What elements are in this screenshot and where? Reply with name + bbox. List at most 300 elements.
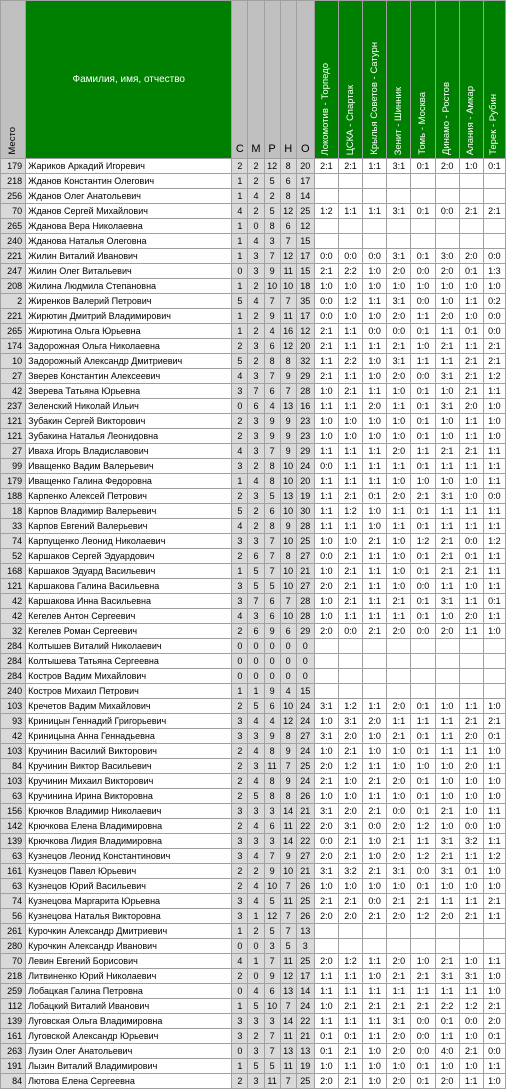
stat-cell: 8 xyxy=(280,729,296,744)
prediction-cell xyxy=(483,669,505,684)
prediction-cell: 1:0 xyxy=(387,429,411,444)
name-cell: Криницын Геннадий Григорьевич xyxy=(26,714,232,729)
name-cell: Карпов Евгений Валерьевич xyxy=(26,519,232,534)
name-cell: Зубакина Наталья Леонидовна xyxy=(26,429,232,444)
name-cell: Лобацкий Виталий Иванович xyxy=(26,999,232,1014)
stat-cell: 3 xyxy=(248,489,264,504)
stat-cell: 5 xyxy=(264,204,280,219)
prediction-cell: 1:1 xyxy=(338,609,362,624)
prediction-cell: 1:1 xyxy=(338,399,362,414)
prediction-cell: 1:1 xyxy=(459,504,483,519)
prediction-cell xyxy=(435,189,459,204)
place-cell: 10 xyxy=(1,354,26,369)
stat-cell: 9 xyxy=(280,444,296,459)
prediction-cell: 1:1 xyxy=(363,699,387,714)
stat-cell: 0 xyxy=(248,969,264,984)
prediction-cell: 1:2 xyxy=(338,504,362,519)
prediction-cell: 1:1 xyxy=(411,309,435,324)
stat-cell: 4 xyxy=(248,744,264,759)
stat-cell: 15 xyxy=(296,684,314,699)
name-cell: Литвиненко Юрий Николаевич xyxy=(26,969,232,984)
place-cell: 280 xyxy=(1,939,26,954)
stat-cell: 10 xyxy=(264,879,280,894)
prediction-cell: 1:1 xyxy=(314,354,338,369)
place-cell: 142 xyxy=(1,819,26,834)
prediction-cell: 0:0 xyxy=(411,294,435,309)
stat-cell: 3 xyxy=(232,459,248,474)
place-cell: 63 xyxy=(1,789,26,804)
stat-cell: 3 xyxy=(232,804,248,819)
prediction-cell: 1:0 xyxy=(459,159,483,174)
stat-cell: 30 xyxy=(296,504,314,519)
stat-cell: 17 xyxy=(296,249,314,264)
prediction-cell: 0:1 xyxy=(483,1029,505,1044)
prediction-cell: 3:1 xyxy=(435,969,459,984)
stat-cell: 10 xyxy=(280,699,296,714)
stat-cell: 27 xyxy=(296,849,314,864)
stat-cell: 3 xyxy=(232,729,248,744)
prediction-cell: 1:0 xyxy=(435,1059,459,1074)
prediction-cell: 1:1 xyxy=(387,609,411,624)
stat-cell: 3 xyxy=(232,909,248,924)
prediction-cell: 0:0 xyxy=(411,1044,435,1059)
prediction-cell: 1:1 xyxy=(483,579,505,594)
name-cell: Иващенко Вадим Валерьевич xyxy=(26,459,232,474)
prediction-cell: 1:1 xyxy=(483,609,505,624)
prediction-cell: 1:0 xyxy=(435,879,459,894)
stat-cell: 7 xyxy=(264,954,280,969)
name-cell: Иващенко Галина Федоровна xyxy=(26,474,232,489)
prediction-cell: 1:1 xyxy=(411,354,435,369)
stat-cell: 10 xyxy=(280,504,296,519)
prediction-cell xyxy=(411,939,435,954)
stat-cell: 7 xyxy=(280,234,296,249)
stat-cell: 3 xyxy=(232,1014,248,1029)
prediction-cell: 1:0 xyxy=(387,414,411,429)
prediction-cell: 1:1 xyxy=(483,909,505,924)
stat-cell: 4 xyxy=(248,474,264,489)
prediction-cell: 0:0 xyxy=(411,624,435,639)
stat-cell: 4 xyxy=(248,714,264,729)
stat-cell: 3 xyxy=(232,534,248,549)
name-cell: Кручинин Василий Викторович xyxy=(26,744,232,759)
stat-cell: 12 xyxy=(296,324,314,339)
stat-cell: 6 xyxy=(264,609,280,624)
prediction-cell: 1:0 xyxy=(411,339,435,354)
name-cell: Карпущенко Леонид Николаевич xyxy=(26,534,232,549)
prediction-cell xyxy=(411,234,435,249)
prediction-cell xyxy=(459,684,483,699)
prediction-cell xyxy=(363,684,387,699)
table-row xyxy=(1,1014,506,1029)
prediction-cell: 1:1 xyxy=(363,759,387,774)
prediction-cell: 1:1 xyxy=(483,504,505,519)
name-cell: Жилин Олег Витальевич xyxy=(26,264,232,279)
stat-cell: 8 xyxy=(264,519,280,534)
prediction-cell xyxy=(363,669,387,684)
prediction-cell xyxy=(435,939,459,954)
prediction-cell: 0:1 xyxy=(411,609,435,624)
prediction-cell: 1:0 xyxy=(314,414,338,429)
prediction-cell: 1:1 xyxy=(435,354,459,369)
stat-cell: 4 xyxy=(232,204,248,219)
prediction-cell: 1:0 xyxy=(387,879,411,894)
stat-cell: 15 xyxy=(296,264,314,279)
stat-cell: 7 xyxy=(280,294,296,309)
prediction-cell: 1:0 xyxy=(338,534,362,549)
stat-cell: 20 xyxy=(296,339,314,354)
prediction-cell: 2:0 xyxy=(387,699,411,714)
place-cell: 265 xyxy=(1,324,26,339)
table-row xyxy=(1,1059,506,1074)
stat-cell: 9 xyxy=(280,519,296,534)
place-cell: 103 xyxy=(1,744,26,759)
prediction-cell: 2:1 xyxy=(483,204,505,219)
prediction-cell: 1:1 xyxy=(435,729,459,744)
stat-cell: 28 xyxy=(296,384,314,399)
stat-cell: 25 xyxy=(296,1074,314,1089)
prediction-cell: 1:1 xyxy=(363,459,387,474)
prediction-cell: 1:0 xyxy=(363,279,387,294)
prediction-cell: 2:0 xyxy=(314,819,338,834)
prediction-cell: 1:0 xyxy=(435,384,459,399)
stat-cell: 9 xyxy=(264,264,280,279)
stat-cell: 3 xyxy=(248,444,264,459)
prediction-cell: 1:0 xyxy=(411,759,435,774)
prediction-cell: 1:0 xyxy=(314,744,338,759)
prediction-cell: 1:2 xyxy=(338,294,362,309)
place-cell: 284 xyxy=(1,669,26,684)
prediction-cell xyxy=(314,234,338,249)
prediction-cell: 0:1 xyxy=(411,159,435,174)
stat-cell: 1 xyxy=(232,564,248,579)
stat-cell: 9 xyxy=(280,429,296,444)
place-cell: 188 xyxy=(1,489,26,504)
prediction-cell xyxy=(459,669,483,684)
name-cell: Криницына Анна Геннадьевна xyxy=(26,729,232,744)
prediction-cell: 1:0 xyxy=(338,429,362,444)
prediction-cell: 1:1 xyxy=(435,714,459,729)
name-cell: Жданов Сергей Михайлович xyxy=(26,204,232,219)
prediction-cell: 1:0 xyxy=(363,1044,387,1059)
prediction-cell: 0:1 xyxy=(483,729,505,744)
stat-cell: 5 xyxy=(232,504,248,519)
table-row xyxy=(1,594,506,609)
stat-cell: 2 xyxy=(248,459,264,474)
prediction-cell: 3:1 xyxy=(314,864,338,879)
prediction-cell: 1:1 xyxy=(435,894,459,909)
prediction-cell: 2:1 xyxy=(314,339,338,354)
prediction-cell: 0:1 xyxy=(411,1074,435,1089)
prediction-cell: 2:1 xyxy=(338,549,362,564)
stat-cell: 1 xyxy=(232,189,248,204)
prediction-cell: 0:0 xyxy=(363,819,387,834)
place-cell: 237 xyxy=(1,399,26,414)
prediction-cell: 3:1 xyxy=(435,489,459,504)
table-row xyxy=(1,729,506,744)
stat-cell: 2 xyxy=(232,429,248,444)
place-cell: 256 xyxy=(1,189,26,204)
prediction-cell: 0:1 xyxy=(411,414,435,429)
prediction-cell: 2:1 xyxy=(363,774,387,789)
prediction-cell: 2:0 xyxy=(314,759,338,774)
stat-cell: 11 xyxy=(280,309,296,324)
prediction-cell: 3:1 xyxy=(387,204,411,219)
prediction-cell: 1:1 xyxy=(314,1014,338,1029)
stat-cell: 3 xyxy=(232,384,248,399)
stat-cell: 7 xyxy=(280,1074,296,1089)
stat-cell: 8 xyxy=(264,354,280,369)
table-row xyxy=(1,549,506,564)
column-header-match xyxy=(387,1,411,159)
prediction-cell: 1:1 xyxy=(363,159,387,174)
stat-cell: 3 xyxy=(248,429,264,444)
prediction-cell: 1:1 xyxy=(363,339,387,354)
stat-cell: 11 xyxy=(280,264,296,279)
prediction-cell: 1:0 xyxy=(411,279,435,294)
stat-cell: 26 xyxy=(296,879,314,894)
column-header-stat-label: Р xyxy=(268,143,276,155)
prediction-cell: 0:1 xyxy=(411,594,435,609)
prediction-cell: 2:1 xyxy=(338,744,362,759)
prediction-cell: 2:1 xyxy=(338,1074,362,1089)
prediction-cell: 2:0 xyxy=(459,729,483,744)
stat-cell: 24 xyxy=(296,999,314,1014)
prediction-cell: 1:0 xyxy=(483,399,505,414)
prediction-cell: 2:0 xyxy=(435,264,459,279)
stat-cell: 27 xyxy=(296,579,314,594)
prediction-cell: 1:2 xyxy=(483,849,505,864)
prediction-cell: 2:1 xyxy=(363,864,387,879)
place-cell: 84 xyxy=(1,1074,26,1089)
prediction-cell: 2:0 xyxy=(314,579,338,594)
prediction-cell xyxy=(338,924,362,939)
prediction-cell xyxy=(411,189,435,204)
prediction-cell xyxy=(411,669,435,684)
prediction-cell: 1:0 xyxy=(435,819,459,834)
prediction-cell: 2:1 xyxy=(435,849,459,864)
table-row xyxy=(1,429,506,444)
stat-cell: 6 xyxy=(264,699,280,714)
prediction-cell: 1:1 xyxy=(483,1059,505,1074)
stat-cell: 0 xyxy=(248,219,264,234)
prediction-cell: 1:0 xyxy=(363,264,387,279)
stat-cell: 25 xyxy=(296,894,314,909)
table-row xyxy=(1,369,506,384)
prediction-cell: 2:1 xyxy=(363,909,387,924)
prediction-cell: 3:1 xyxy=(387,1014,411,1029)
prediction-cell: 3:1 xyxy=(435,594,459,609)
prediction-cell: 2:1 xyxy=(314,894,338,909)
stat-cell: 11 xyxy=(280,1059,296,1074)
prediction-cell: 1:0 xyxy=(435,699,459,714)
prediction-cell: 1:1 xyxy=(435,459,459,474)
stat-cell: 10 xyxy=(280,474,296,489)
prediction-cell: 2:0 xyxy=(387,624,411,639)
stat-cell: 3 xyxy=(248,369,264,384)
stat-cell: 21 xyxy=(296,864,314,879)
place-cell: 63 xyxy=(1,849,26,864)
stat-cell: 2 xyxy=(232,759,248,774)
prediction-cell: 1:0 xyxy=(387,384,411,399)
stat-cell: 24 xyxy=(296,744,314,759)
stat-cell: 13 xyxy=(296,924,314,939)
stat-cell: 4 xyxy=(248,879,264,894)
column-header-match-label: Крылья Советов - Сатурн xyxy=(368,42,380,155)
table-row xyxy=(1,849,506,864)
table-row xyxy=(1,864,506,879)
prediction-cell: 1:1 xyxy=(387,459,411,474)
prediction-cell: 1:0 xyxy=(387,549,411,564)
stat-cell: 2 xyxy=(248,519,264,534)
stat-cell: 4 xyxy=(264,399,280,414)
stat-cell: 9 xyxy=(264,309,280,324)
prediction-cell: 1:0 xyxy=(363,1059,387,1074)
stat-cell: 7 xyxy=(280,879,296,894)
place-cell: 265 xyxy=(1,219,26,234)
stat-cell: 11 xyxy=(264,759,280,774)
place-cell: 139 xyxy=(1,1014,26,1029)
stat-cell: 0 xyxy=(280,639,296,654)
stat-cell: 6 xyxy=(264,819,280,834)
name-cell: Кузнецова Наталья Викторовна xyxy=(26,909,232,924)
stat-cell: 8 xyxy=(264,744,280,759)
prediction-cell: 1:0 xyxy=(387,564,411,579)
place-cell: 56 xyxy=(1,909,26,924)
prediction-cell: 1:0 xyxy=(483,879,505,894)
prediction-cell xyxy=(338,939,362,954)
prediction-cell: 1:0 xyxy=(387,744,411,759)
prediction-cell: 1:1 xyxy=(483,564,505,579)
place-cell: 156 xyxy=(1,804,26,819)
prediction-cell: 1:1 xyxy=(314,399,338,414)
name-cell: Лызин Виталий Владимирович xyxy=(26,1059,232,1074)
stat-cell: 29 xyxy=(296,369,314,384)
prediction-cell: 3:1 xyxy=(387,864,411,879)
prediction-cell: 1:0 xyxy=(483,819,505,834)
prediction-cell: 2:0 xyxy=(387,1044,411,1059)
prediction-cell: 0:0 xyxy=(314,459,338,474)
stat-cell: 1 xyxy=(248,909,264,924)
stat-cell: 7 xyxy=(248,384,264,399)
prediction-cell: 2:1 xyxy=(435,549,459,564)
prediction-cell xyxy=(435,684,459,699)
prediction-cell: 2:1 xyxy=(483,894,505,909)
prediction-cell xyxy=(435,174,459,189)
prediction-cell: 1:0 xyxy=(363,1074,387,1089)
table-row xyxy=(1,1074,506,1089)
prediction-cell: 1:1 xyxy=(314,519,338,534)
table-row xyxy=(1,744,506,759)
prediction-cell: 1:1 xyxy=(459,459,483,474)
prediction-cell: 3:1 xyxy=(435,864,459,879)
prediction-cell: 2:0 xyxy=(387,489,411,504)
prediction-cell: 1:0 xyxy=(483,774,505,789)
table-row xyxy=(1,969,506,984)
prediction-cell xyxy=(363,654,387,669)
place-cell: 218 xyxy=(1,174,26,189)
stat-cell: 8 xyxy=(280,549,296,564)
prediction-cell: 2:0 xyxy=(435,624,459,639)
stat-cell: 1 xyxy=(232,174,248,189)
prediction-cell: 1:0 xyxy=(338,879,362,894)
place-cell: 161 xyxy=(1,864,26,879)
stat-cell: 9 xyxy=(280,414,296,429)
prediction-cell: 2:1 xyxy=(338,159,362,174)
prediction-cell: 0:1 xyxy=(459,549,483,564)
prediction-cell xyxy=(483,639,505,654)
prediction-cell: 0:1 xyxy=(411,384,435,399)
place-cell: 161 xyxy=(1,1029,26,1044)
stat-cell: 5 xyxy=(248,1059,264,1074)
prediction-cell: 0:0 xyxy=(411,579,435,594)
prediction-cell: 1:2 xyxy=(314,204,338,219)
prediction-cell: 2:0 xyxy=(314,909,338,924)
stat-cell: 3 xyxy=(248,534,264,549)
prediction-cell: 1:0 xyxy=(387,474,411,489)
table-row xyxy=(1,489,506,504)
prediction-cell: 2:1 xyxy=(387,999,411,1014)
stat-cell: 3 xyxy=(248,759,264,774)
column-header-match-label: Зенит - Шинник xyxy=(392,86,404,155)
prediction-cell xyxy=(338,234,362,249)
place-cell: 208 xyxy=(1,279,26,294)
stat-cell: 5 xyxy=(264,1059,280,1074)
stat-cell: 3 xyxy=(232,579,248,594)
stat-cell: 4 xyxy=(248,894,264,909)
stat-cell: 3 xyxy=(264,804,280,819)
stat-cell: 7 xyxy=(248,594,264,609)
stat-cell: 8 xyxy=(280,354,296,369)
table-row xyxy=(1,789,506,804)
prediction-cell: 0:1 xyxy=(411,204,435,219)
prediction-cell: 1:1 xyxy=(314,444,338,459)
prediction-cell: 0:0 xyxy=(483,489,505,504)
table-row xyxy=(1,309,506,324)
stat-cell: 0 xyxy=(232,1044,248,1059)
prediction-cell: 0:0 xyxy=(483,324,505,339)
column-header-stat xyxy=(232,1,248,159)
place-cell: 74 xyxy=(1,894,26,909)
prediction-cell: 2:2 xyxy=(435,999,459,1014)
stat-cell: 7 xyxy=(280,759,296,774)
table-row xyxy=(1,714,506,729)
column-header-match xyxy=(338,1,362,159)
prediction-cell xyxy=(338,219,362,234)
stat-cell: 10 xyxy=(280,564,296,579)
prediction-cell: 1:1 xyxy=(338,339,362,354)
stat-cell: 3 xyxy=(264,939,280,954)
prediction-cell: 1:2 xyxy=(411,534,435,549)
stat-cell: 12 xyxy=(280,969,296,984)
stat-cell: 1 xyxy=(232,249,248,264)
table-row xyxy=(1,459,506,474)
stat-cell: 3 xyxy=(296,939,314,954)
prediction-cell: 1:0 xyxy=(387,279,411,294)
column-header-stat xyxy=(280,1,296,159)
stat-cell: 11 xyxy=(264,1074,280,1089)
prediction-cell: 1:1 xyxy=(435,579,459,594)
prediction-cell: 2:1 xyxy=(459,369,483,384)
name-cell: Зверев Константин Алексеевич xyxy=(26,369,232,384)
prediction-cell: 0:1 xyxy=(411,804,435,819)
prediction-cell: 1:0 xyxy=(435,279,459,294)
prediction-cell: 1:0 xyxy=(459,879,483,894)
prediction-cell xyxy=(314,684,338,699)
prediction-cell: 1:0 xyxy=(483,624,505,639)
prediction-cell: 1:0 xyxy=(387,789,411,804)
stat-cell: 4 xyxy=(248,189,264,204)
